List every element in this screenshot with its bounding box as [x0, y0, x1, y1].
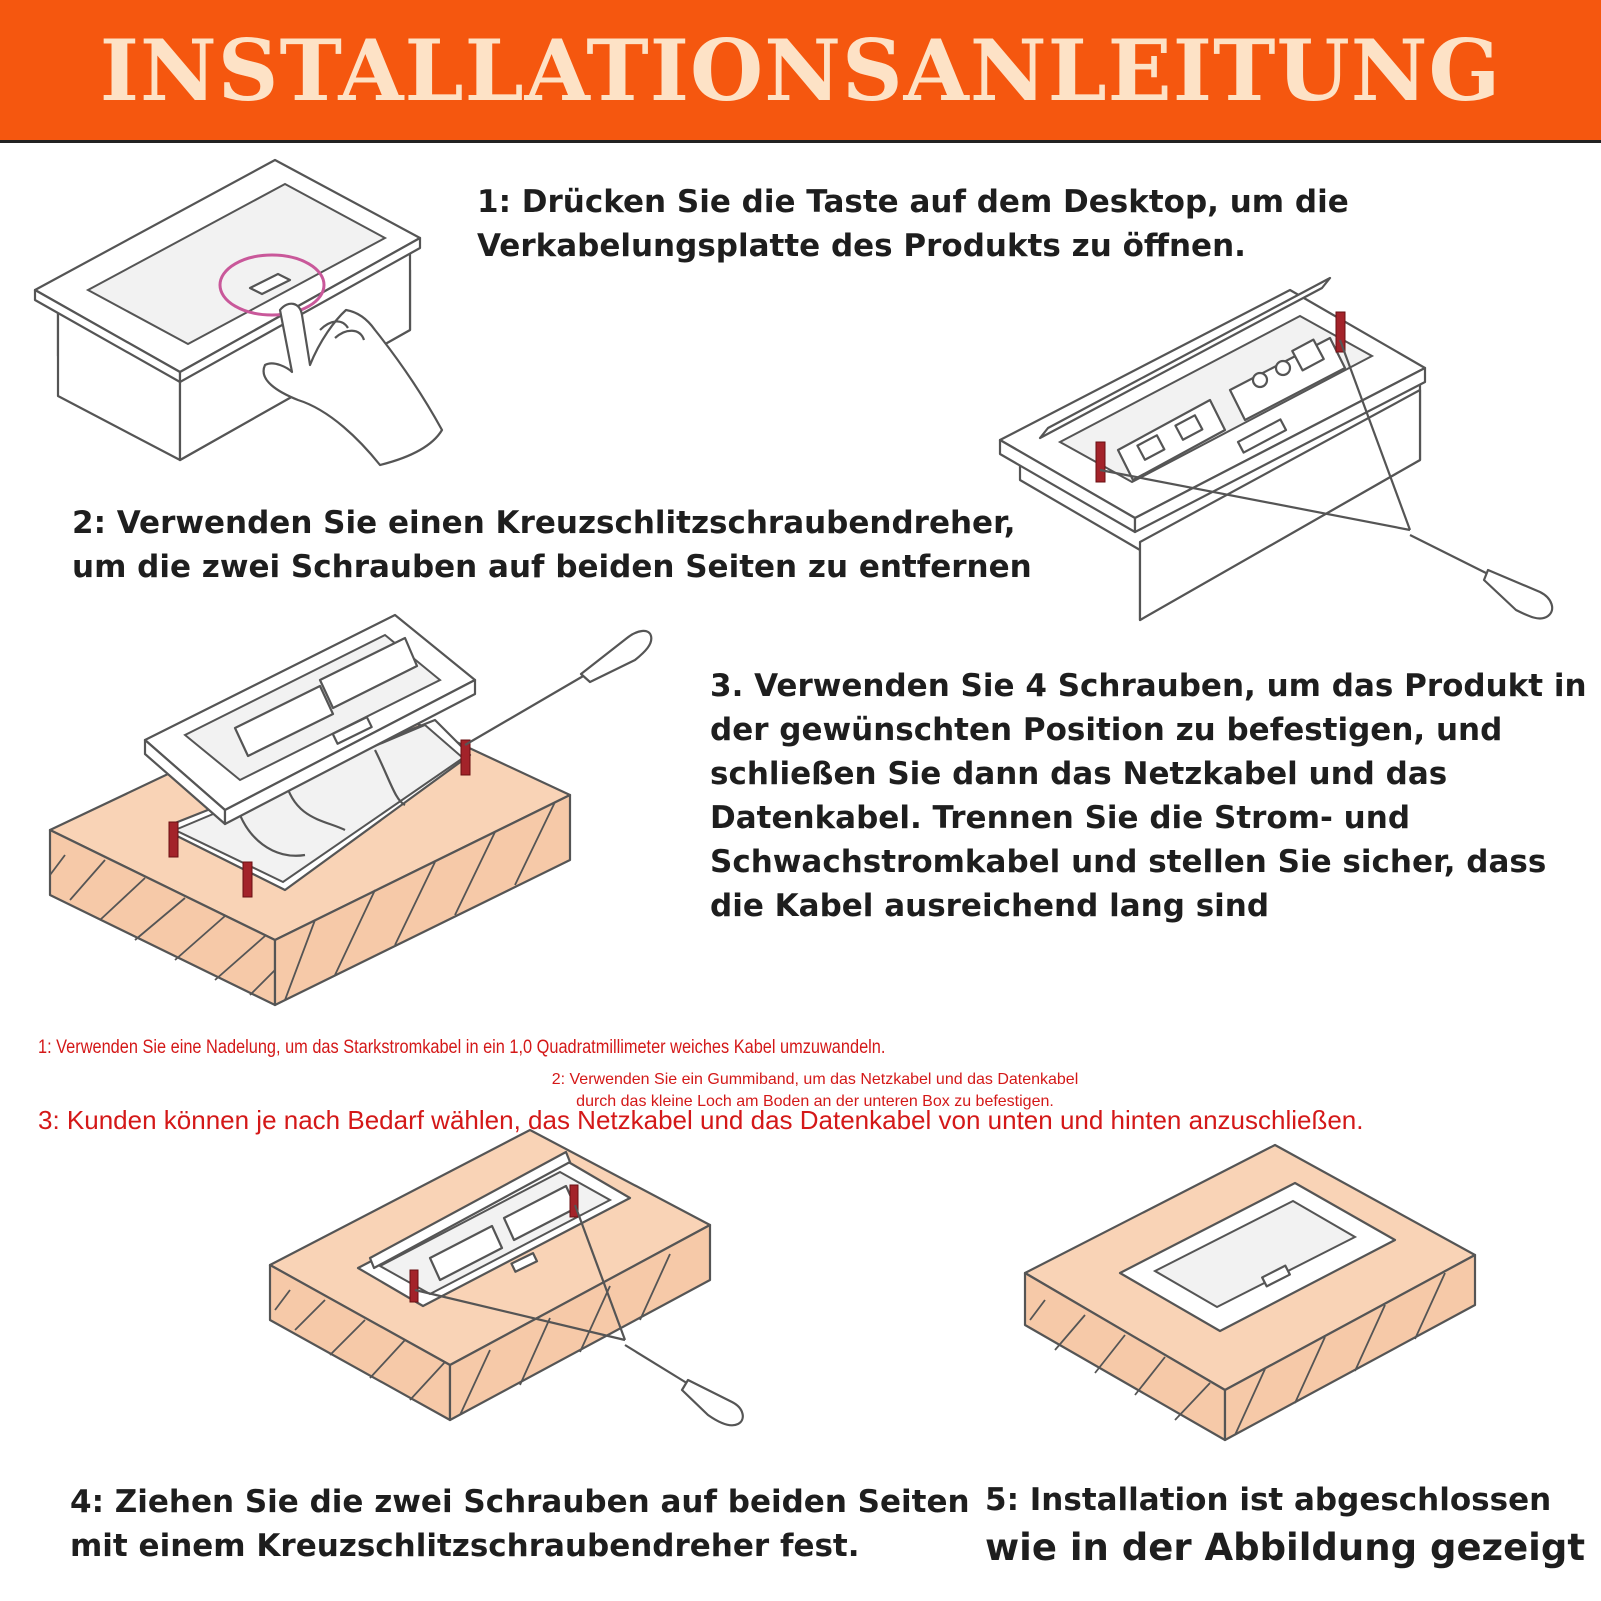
title-banner — [0, 0, 1601, 143]
note-1: 1: Verwenden Sie eine Nadelung, um das Starkstromkabel in ein 1,0 Quadratmillimeter weiches Kabel umzuwandeln. — [38, 1037, 886, 1058]
illustration-step5-closed-box-in-board — [1025, 1145, 1515, 1445]
step5-text — [985, 1478, 1585, 1574]
step5-line1: 5: Installation ist abgeschlossen — [985, 1482, 1552, 1518]
step3-line1: 3. Verwenden Sie 4 Schrauben, um das Produkt in — [710, 668, 1587, 704]
step2-text — [72, 501, 1032, 589]
illustration-step1-closed-box-hand — [30, 160, 460, 480]
step1-line2: Verkabelungsplatte des Produkts zu öffnen. — [477, 228, 1246, 264]
step1-text — [477, 180, 1349, 268]
step3-line2: der gewünschten Position zu befestigen, und — [710, 712, 1503, 748]
step4-line1: 4: Ziehen Sie die zwei Schrauben auf beiden Seiten — [70, 1484, 970, 1520]
step3-text — [710, 664, 1587, 928]
step2-line2: um die zwei Schrauben auf beiden Seiten zu entfernen — [72, 549, 1032, 585]
illustration-step3-box-above-board — [45, 610, 665, 1030]
step5-line2: wie in der Abbildung gezeigt — [985, 1526, 1586, 1569]
step3-line4: Datenkabel. Trennen Sie die Strom- und — [710, 800, 1411, 836]
note-2-line1: 2: Verwenden Sie ein Gummiband, um das Netzkabel und das Datenkabel — [551, 1071, 1079, 1088]
step3-line3: schließen Sie dann das Netzkabel und das — [710, 756, 1448, 792]
step4-text — [70, 1480, 970, 1568]
note-3: 3: Kunden können je nach Bedarf wählen, das Netzkabel und das Datenkabel von unten und hinten anzuschließen. — [38, 1105, 1364, 1135]
step3-line6: die Kabel ausreichend lang sind — [710, 888, 1270, 924]
illustration-step4-box-in-board — [270, 1130, 770, 1430]
step1-line1: 1: Drücken Sie die Taste auf dem Desktop, um die — [477, 184, 1349, 220]
note-2-line2: durch das kleine Loch am Boden an der unteren Box zu befestigen. — [576, 1093, 1054, 1110]
page-title: INSTALLATIONSANLEITUNG — [99, 20, 1502, 120]
step3-line5: Schwachstromkabel und stellen Sie sicher, dass — [710, 844, 1547, 880]
step2-line1: 2: Verwenden Sie einen Kreuzschlitzschraubendreher, — [72, 505, 1016, 541]
illustration-step2-open-box-screwdriver — [1000, 280, 1600, 640]
step4-line2: mit einem Kreuzschlitzschraubendreher fest. — [70, 1528, 860, 1564]
